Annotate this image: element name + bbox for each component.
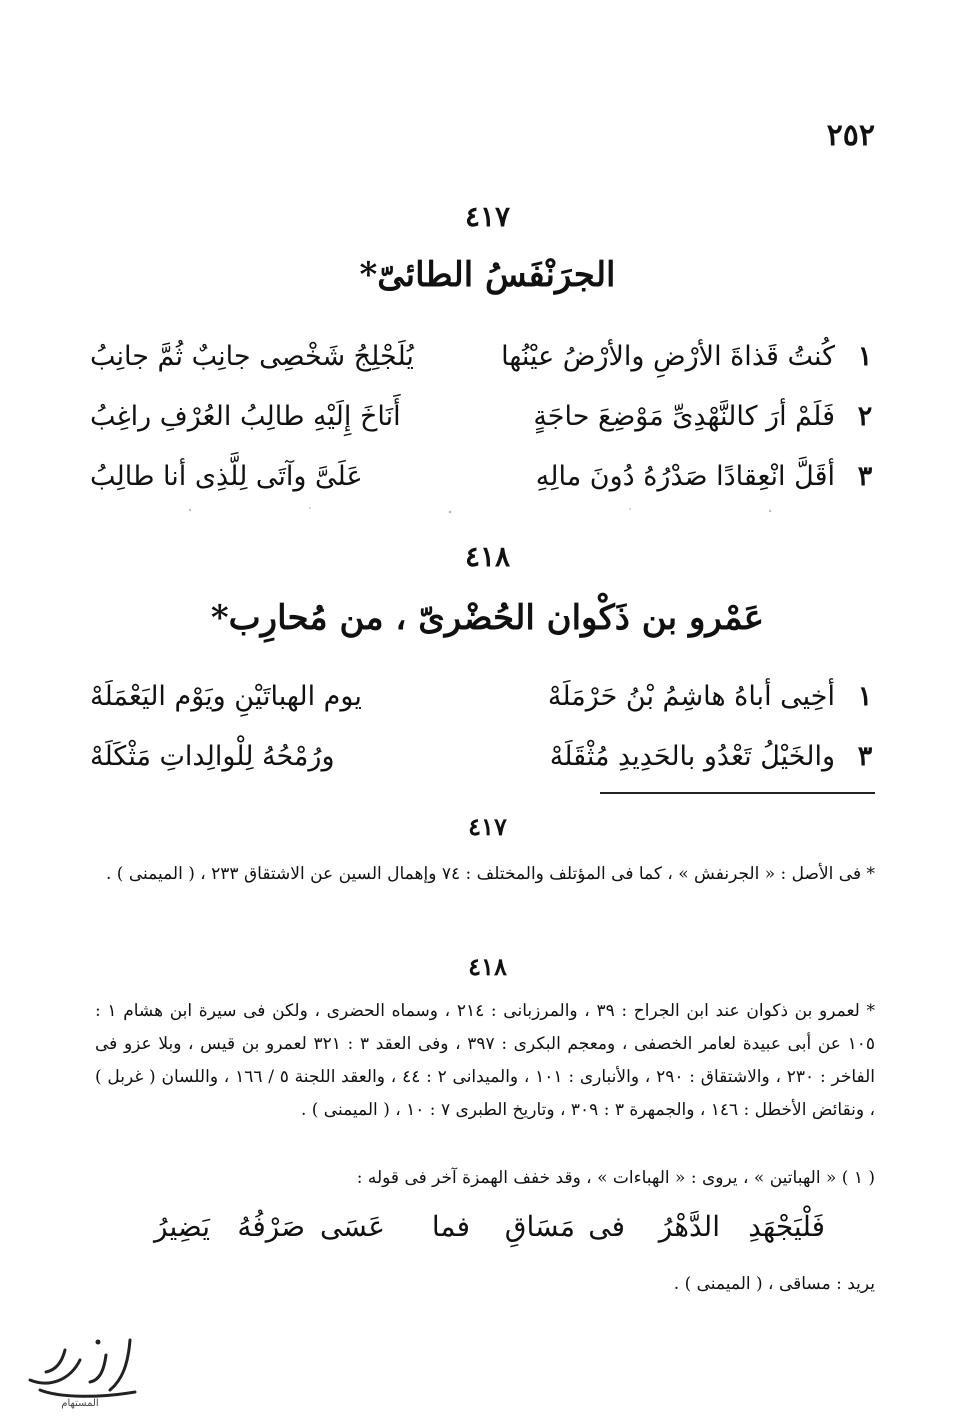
verse-hemistich-first: أقَلَّ انْعِقادًا صَدْرُهُ دُونَ مالِهِ: [535, 461, 835, 492]
section-number: ٤١٧: [464, 200, 511, 233]
verse-hemistich-second: يوم الهباتَيْنِ ويَوْم اليَعْمَلَهْ: [90, 681, 362, 712]
section-title: عَمْرو بن ذَكْوان الحُضْرىّ ، من مُحارِب*: [210, 598, 765, 638]
verse-hemistich-second: أَنَاخَ إِلَيْهِ طالِبُ العُرْفِ راغِبُ: [90, 401, 401, 432]
verse-word: صَرْفُهُ: [237, 1210, 305, 1243]
verse-hemistich-second: يُلَجْلِجُ شَخْصِى جانِبٌ ثُمَّ جانِبُ: [90, 341, 414, 372]
footnote-heading: ٤١٧: [468, 812, 507, 841]
section-number: ٤١٨: [464, 540, 511, 573]
footnote-separator: [600, 792, 875, 794]
verse-line: [90, 675, 880, 735]
verse-word: يَضِيرُ: [154, 1210, 210, 1243]
verse-word: فَلْيَجْهَدِ: [748, 1210, 825, 1243]
verse-word: الدَّهْرُ: [658, 1210, 720, 1243]
footnote-heading: ٤١٨: [468, 952, 507, 981]
footnote-note: ( ١ ) « الهباتين » ، يروى : « الهباءات » ، وقد خفف الهمزة آخر فى قوله :: [356, 1168, 875, 1188]
verse-number: ١: [857, 681, 873, 712]
footnote-text: * فى الأصل : « الجرنفش » ، كما فى المؤتلف والمختلف : ٧٤ وإهمال السين عن الاشتقاق ٢٣٣ ، ( الميمنى ) .: [105, 864, 875, 884]
verse-word: عَسَى: [319, 1210, 385, 1243]
logo-caption: المستهام: [61, 1398, 99, 1409]
verse-line: [90, 395, 880, 455]
verse-number: ١: [857, 341, 873, 372]
verse-number: ٣: [857, 741, 873, 772]
verse-number: ٣: [857, 461, 873, 492]
footnote-text: * لعمرو بن ذكوان عند ابن الجراح : ٣٩ ، والمرزبانى : ٢١٤ ، وسماه الحضرى ، ولكن فى سيرة ابن هشام ١ : ١٠٥ عن أبى عبيدة لعامر الخصفى ، ومعجم البكرى : ٣٩٧ ، وفى العقد ٣ : ٣٢١ لعمرو بن قيس ، وبلا عزو فى الفاخر : ٢٣٠ ، والاشتقاق : ٢٩٠ ، والأنبارى : ١٠١ ، والميدانى ٢ : ٤٤ ، والعقد اللجنة ٥ / ١٦٦ ، واللسان ( غربل ) ، ونقائض الأخطل : ١٤٦ ، والجمهرة ٣ : ٣٠٩ ، وتاريخ الطبرى ٧ : ١٠ ، ( الميمنى ) .: [95, 1001, 876, 1120]
verse-hemistich-first: أخِيى أباهُ هاشِمُ بْنُ حَرْمَلَهْ: [547, 681, 835, 712]
verse-word: فى: [588, 1210, 625, 1243]
verse-hemistich-second: ورُمْحُهُ لِلْوالِداتِ مَثْكَلَهْ: [90, 741, 335, 772]
page-number: ٢٥٢: [826, 118, 875, 153]
verse-hemistich-first: والخَيْلُ تَعْدُو بالحَدِيدِ مُثْقَلَهْ: [549, 741, 835, 772]
footnote-text: يريد : مساقى ، ( الميمنى ) .: [673, 1274, 875, 1294]
section-title: الجرَنْفَسُ الطائىّ*: [359, 255, 616, 295]
watermark-logo: [10, 1320, 150, 1410]
verse-hemistich-second: عَلَىَّ وآتَى لِلَّذِى أنا طالِبُ: [90, 461, 363, 492]
verse-word: فما: [431, 1210, 470, 1243]
verse-line: [90, 335, 880, 395]
verse-hemistich-first: كُنتُ قَذاةَ الأرْضِ والأرْضُ عيْنُها: [501, 341, 835, 372]
footnote-verse: [154, 1210, 825, 1260]
verse-hemistich-first: فَلَمْ أرَ كالنَّهْدِىِّ مَوْضِعَ حاجَةٍ: [533, 401, 835, 432]
verse-word: مَسَاقِ: [504, 1210, 575, 1243]
verse-number: ٢: [857, 401, 873, 432]
print-specks: [150, 500, 850, 520]
verse-line: [90, 735, 880, 795]
